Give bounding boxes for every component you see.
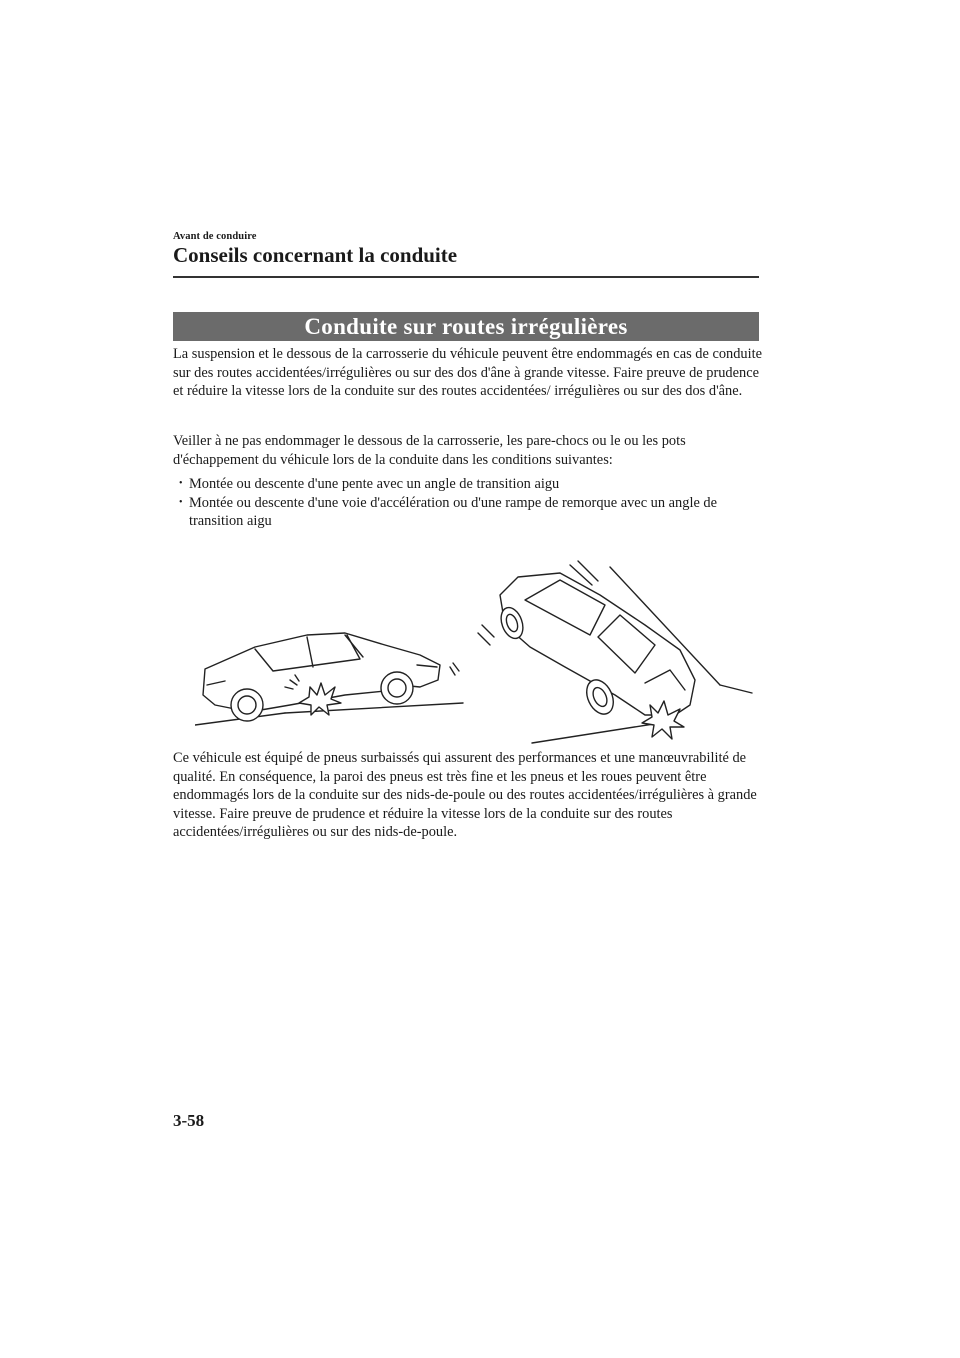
- paragraph-underbody-caution: Veiller à ne pas endommager le dessous de la carrosserie, les pare-chocs ou le ou les pots d'échappement du véhicule lors de la conduite dans les conditions suivantes:: [173, 433, 686, 468]
- ramp-ground-line: [532, 723, 660, 743]
- motion-lines-icon: [478, 625, 494, 645]
- paragraph-low-profile-tires: Ce véhicule est équipé de pneus surbaissés qui assurent des performances et une manœuvrabilité de qualité. En conséquence, la paroi des pneus est très fine et les pneus et les roues peuvent être endommagés lors de la conduite sur des nids-de-poule ou des routes accidentées/irrégulières à grande vitesse. Faire preuve de prudence et réduire la vitesse lors de la conduite sur des routes accidentées/irrégulières ou sur des nids-de-poule.: [173, 750, 757, 840]
- list-item-text: Montée ou descente d'une voie d'accélération ou d'une rampe de remorque avec un angle de transition aigu: [189, 494, 718, 529]
- paragraph-suspension-warning: La suspension et le dessous de la carrosserie du véhicule peuvent être endommagés en cas de conduite sur des routes accidentées/irrégulières ou sur des dos d'âne à grande vitesse. Faire preuve de prudence et réduire la vitesse lors de la conduite sur des routes accidentées/ irrégulières ou sur des dos d'âne.: [173, 346, 763, 399]
- car-ramp-illustration: [470, 555, 755, 745]
- sedan-overhead-icon: [497, 573, 695, 718]
- list-item: [181, 475, 761, 494]
- title-divider: [173, 276, 759, 278]
- page-number: 3-58: [173, 1111, 205, 1130]
- motion-lines-icon: [450, 663, 459, 675]
- section-heading-text: Conduite sur routes irrégulières: [304, 313, 628, 339]
- page-title: Conseils concernant la conduite: [173, 243, 458, 267]
- list-item-text: Montée ou descente d'une pente avec un angle de transition aigu: [189, 476, 560, 492]
- car-slope-illustration: [195, 625, 465, 730]
- list-item: [181, 494, 761, 531]
- ground-edge-line: [720, 685, 752, 693]
- breadcrumb: Avant de conduire: [173, 231, 257, 242]
- bullet-dot-icon: •: [179, 496, 183, 508]
- conditions-list: [181, 475, 761, 531]
- section-heading: [173, 312, 759, 341]
- bullet-dot-icon: •: [179, 478, 183, 489]
